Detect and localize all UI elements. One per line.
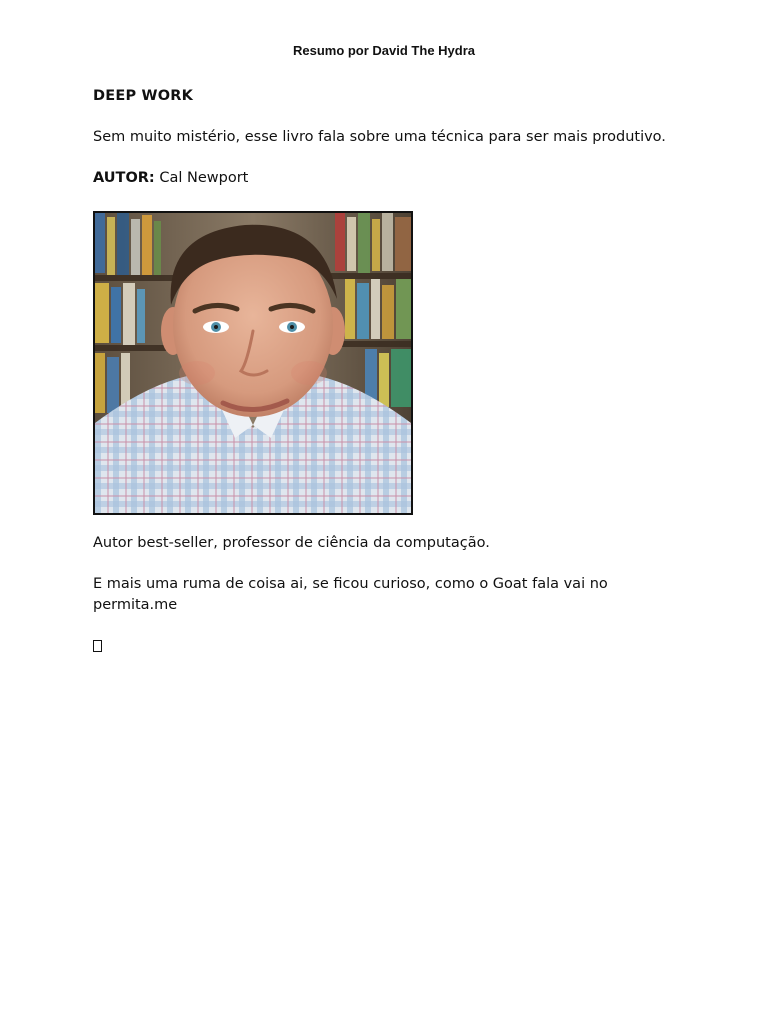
bio-paragraph: Autor best-seller, professor de ciência da computação. [93, 535, 490, 551]
document-title: DEEP WORK [93, 88, 194, 104]
author-name: Cal Newport [154, 170, 249, 186]
missing-glyph-icon [93, 636, 673, 659]
document-body [93, 86, 673, 659]
author-line [93, 168, 673, 189]
author-label: AUTOR: [93, 170, 155, 186]
page-header: Resumo por David The Hydra [292, 43, 476, 58]
author-photo [93, 211, 413, 515]
author-photo-illustration [95, 213, 411, 513]
missing-glyph-box-icon [93, 640, 102, 652]
intro-paragraph: Sem muito mistério, esse livro fala sobre uma técnica para ser mais produtivo. [93, 129, 666, 145]
closing-paragraph: E mais uma ruma de coisa ai, se ficou curioso, como o Goat fala vai no permita.me [93, 576, 608, 613]
